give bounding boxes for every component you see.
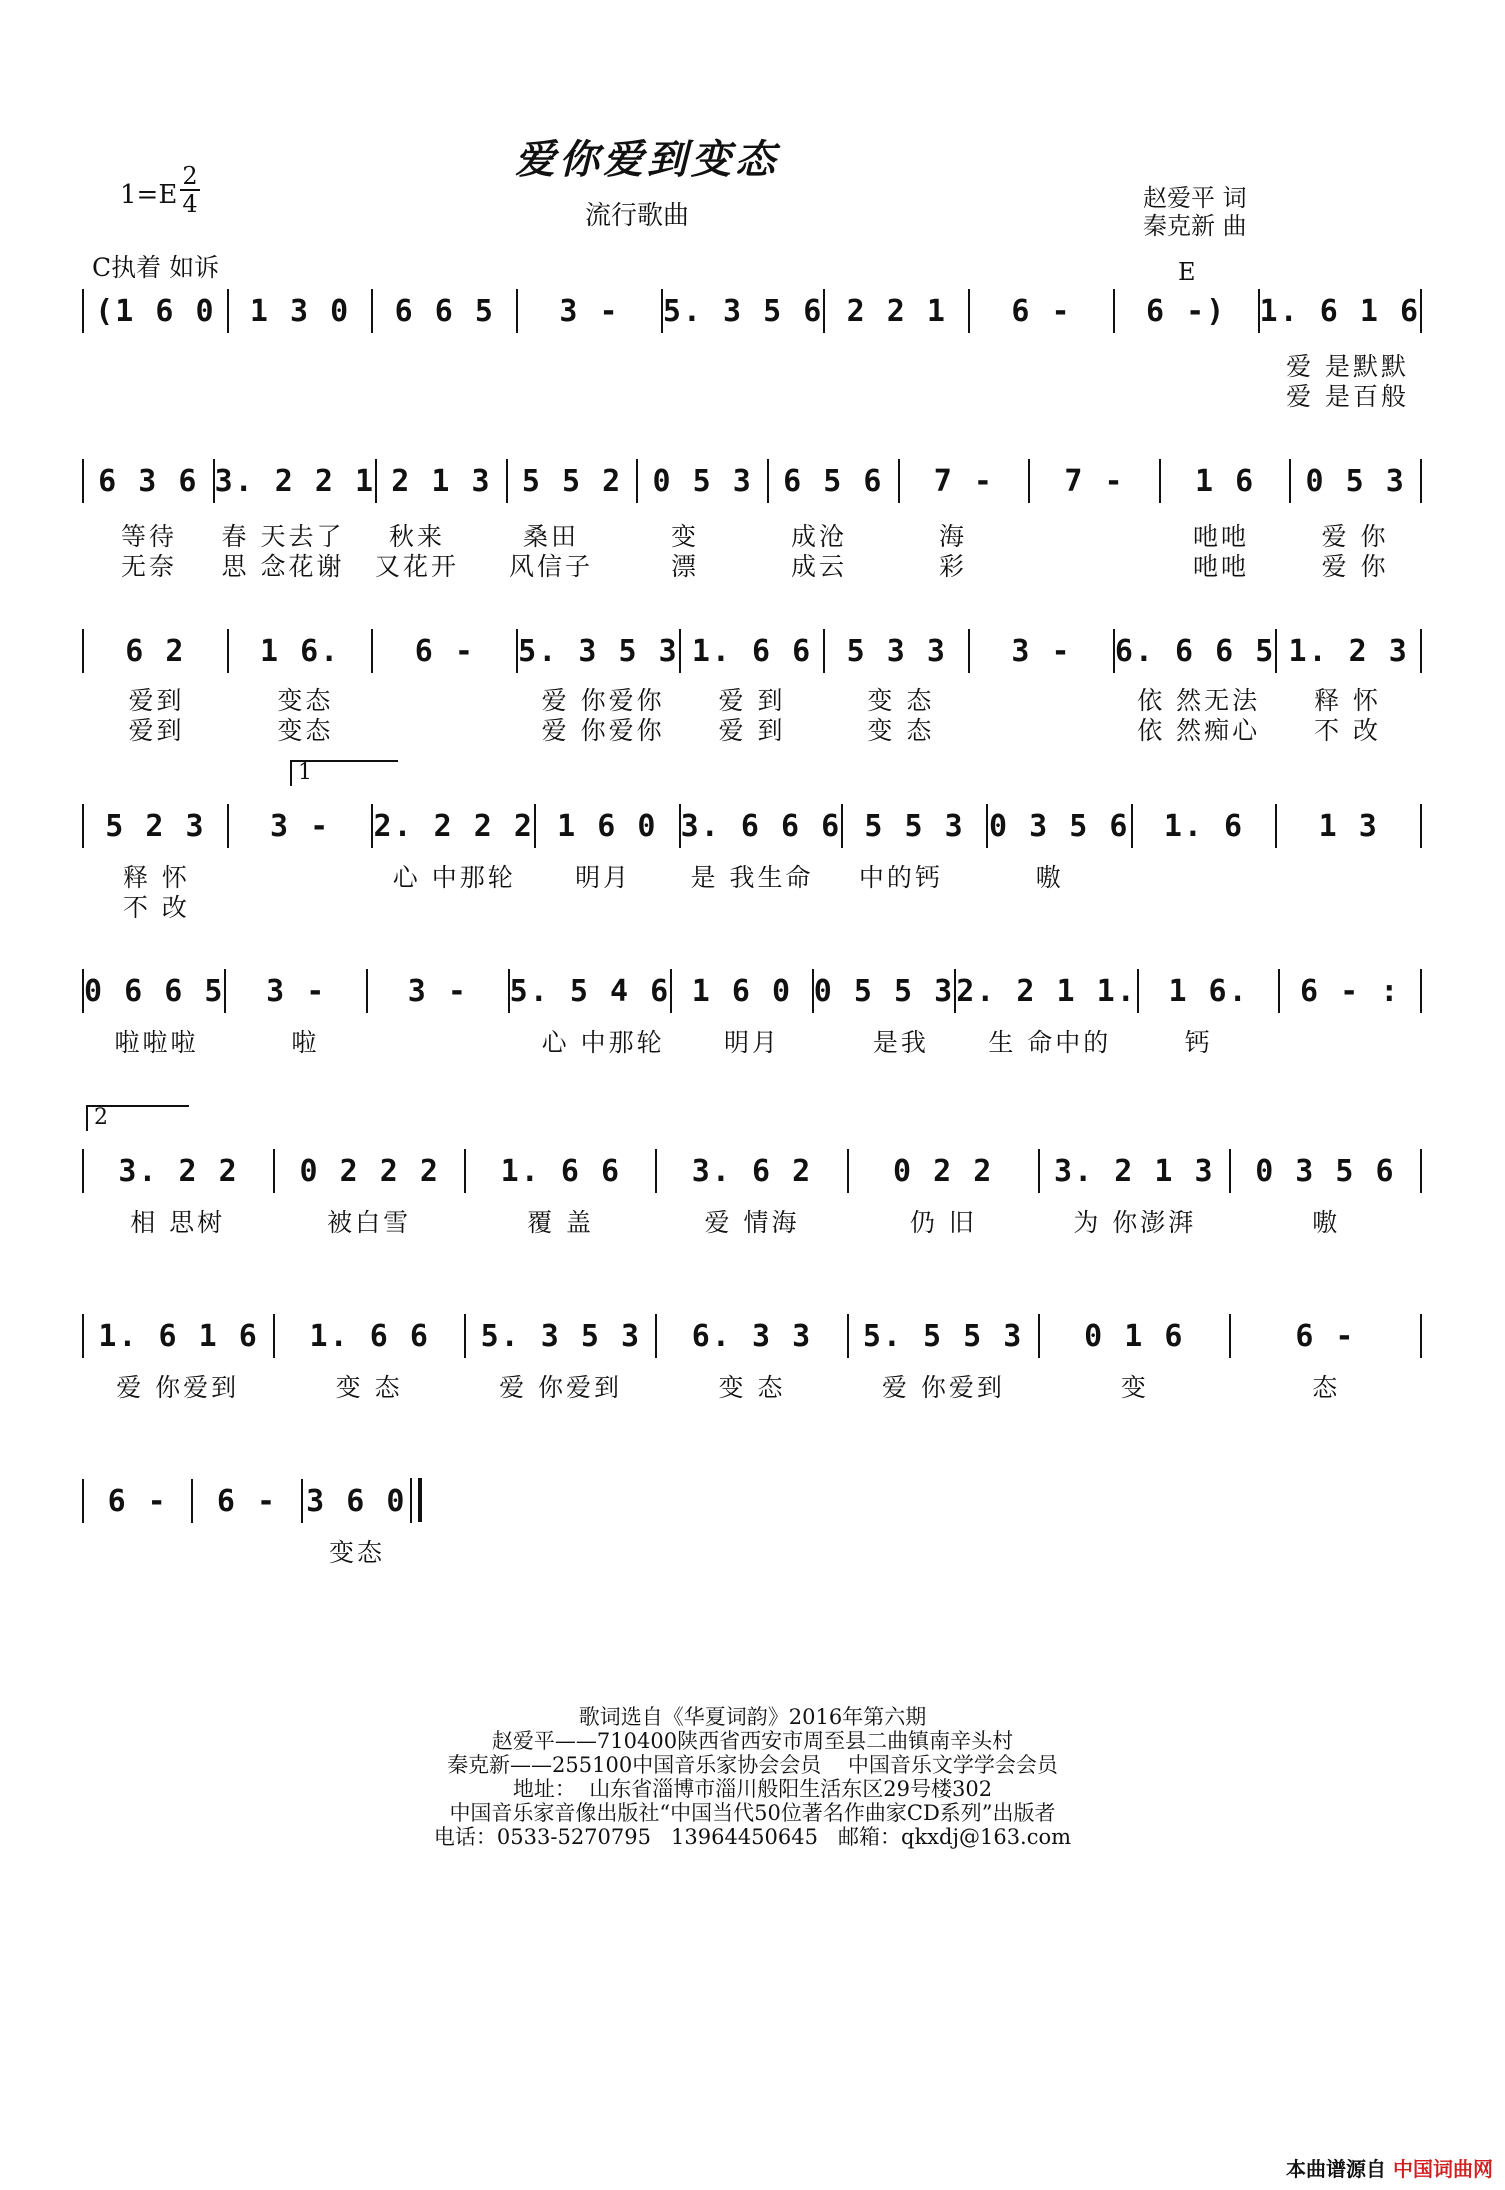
lyrics-verse-2	[82, 711, 1422, 747]
lyric-cell: 变 态	[867, 686, 935, 715]
measure: 0 5 3	[1289, 459, 1422, 503]
measure: 5 5 2	[506, 459, 637, 503]
lyric-cell: 被白雪	[327, 1208, 412, 1237]
lyric-cell: 变 态	[867, 716, 935, 745]
measure: 3 -	[968, 629, 1113, 673]
lyric-cell	[975, 711, 1124, 747]
measure: 6 -	[371, 629, 516, 673]
measure: 1 3	[1275, 804, 1422, 848]
lyric-cell: 心 中那轮	[541, 1028, 665, 1057]
footer-address-line: 地址： 山东省淄博市淄川般阳生活东区29号楼302	[512, 1777, 993, 1801]
lyric-cell: 相 思树	[130, 1208, 226, 1237]
measure: 3 -	[227, 804, 372, 848]
measure-strip	[82, 1479, 412, 1523]
source-prefix: 本曲谱源自	[1286, 2157, 1387, 2181]
lyric-cell: 爱 你爱到	[499, 1373, 623, 1402]
measure: 6 -)	[1113, 289, 1258, 333]
lyric-cell: 成云	[790, 552, 847, 581]
lyric-cell: 依 然痴心	[1137, 716, 1261, 745]
measure: 6 5 6	[767, 459, 898, 503]
lyric-cell: 释 怀	[122, 863, 190, 892]
measure: 0 5 5 3	[812, 969, 954, 1013]
tempo-marking: C执着 如诉	[92, 253, 220, 282]
lyric-cell: 不 改	[1314, 716, 1382, 745]
lyric-cell: 变态	[277, 686, 334, 715]
lyric-cell: 海	[938, 522, 967, 551]
measure: 3. 6 2	[655, 1149, 846, 1193]
lyric-cell: 嗷	[1035, 863, 1064, 892]
source-site-link[interactable]: 中国词曲网	[1393, 2157, 1493, 2181]
lyric-cell: 释 怀	[1314, 686, 1382, 715]
footer-info	[0, 1705, 1505, 1849]
lyric-cell: 爱 情海	[704, 1208, 800, 1237]
song-title: 爱你爱到变态	[515, 136, 779, 183]
lyric-cell	[678, 888, 827, 924]
lyric-cell: 覆 盖	[527, 1208, 595, 1237]
score-row-8	[82, 1475, 412, 1567]
key-signature: 1=E	[120, 180, 178, 210]
lyric-cell	[1020, 547, 1154, 583]
measure: 2. 2 1 1.	[954, 969, 1137, 1013]
composer-credit: 秦克新 曲	[1143, 212, 1247, 240]
measure: 3 -	[516, 289, 661, 333]
measure-strip	[82, 459, 1422, 503]
lyrics-verse-2	[82, 547, 1422, 583]
measure: 5. 5 5 3	[847, 1314, 1038, 1358]
lyric-cell: 不 改	[122, 893, 190, 922]
lyric-cell: 态	[1312, 1373, 1341, 1402]
key-change-marking: E	[1178, 258, 1196, 286]
measure: 5. 3 5 6	[661, 289, 824, 333]
lyric-cell: 爱 你	[1321, 522, 1389, 551]
lyric-cell	[529, 888, 678, 924]
lyric-cell: 吔吔	[1192, 522, 1249, 551]
lyric-cell	[380, 711, 529, 747]
measure: 5 3 3	[823, 629, 968, 673]
lyric-cell: 变态	[277, 716, 334, 745]
measure: 5. 3 5 3	[464, 1314, 655, 1358]
lyric-cell: 春 天去了	[221, 522, 345, 551]
lyric-cell: 爱 你	[1321, 552, 1389, 581]
final-barline-thin	[410, 1478, 412, 1522]
lyric-cell: 无奈	[120, 552, 177, 581]
measure: 0 1 6	[1038, 1314, 1229, 1358]
lyric-cell: 彩	[938, 552, 967, 581]
time-signature	[180, 163, 200, 217]
lyric-cell: 爱 你爱到	[881, 1373, 1005, 1402]
measure: 6 - :	[1278, 969, 1422, 1013]
measure: 7 -	[898, 459, 1029, 503]
measure: 1. 6 1 6	[1258, 289, 1423, 333]
measure: 6 2	[82, 629, 227, 673]
song-genre: 流行歌曲	[585, 201, 690, 231]
footer-contact-line: 电话：0533-5270795 13964450645 邮箱：qkxdj@163.com	[433, 1825, 1072, 1849]
measure: 3. 2 2 1	[213, 459, 376, 503]
measure-strip	[82, 969, 1422, 1013]
footer-source-line: 歌词选自《华夏词韵》2016年第六期	[578, 1705, 927, 1729]
lyric-cell	[1124, 377, 1273, 413]
lyric-cell: 爱 你爱你	[541, 716, 665, 745]
lyric-cell	[529, 377, 678, 413]
measure: 1 6.	[1137, 969, 1279, 1013]
lyric-cell: 爱 是默默	[1286, 352, 1410, 381]
lyric-cell: 爱到	[128, 686, 185, 715]
lyric-cell: 嗷	[1312, 1208, 1341, 1237]
measure: 7 -	[1028, 459, 1159, 503]
lyric-cell: 爱 到	[718, 716, 786, 745]
measure: 3 -	[366, 969, 508, 1013]
lyric-cell: 秋来	[388, 522, 445, 551]
lyric-cell: 是我	[872, 1028, 929, 1057]
lyric-cell	[82, 1533, 192, 1569]
lyrics-verse-2	[82, 377, 1422, 413]
lyric-cell: 明月	[575, 863, 632, 892]
measure: 1 6 0	[670, 969, 812, 1013]
lyric-cell: 等待	[120, 522, 177, 551]
measure: 1 6 0	[534, 804, 679, 848]
lyric-cell: 桑田	[522, 522, 579, 551]
measure: 6. 6 6 5	[1113, 629, 1276, 673]
measure-strip	[82, 629, 1422, 673]
measure: 3. 2 2	[82, 1149, 273, 1193]
lyric-cell: 爱 到	[718, 686, 786, 715]
lyric-cell	[192, 1533, 302, 1569]
measure: 0 3 5 6	[986, 804, 1131, 848]
lyric-cell	[678, 377, 827, 413]
measure: 6. 3 3	[655, 1314, 846, 1358]
measure: 0 2 2	[847, 1149, 1038, 1193]
measure: 1. 6 6	[679, 629, 824, 673]
final-barline	[418, 1478, 422, 1522]
lyric-cell: 生 命中的	[988, 1028, 1112, 1057]
lyrics-verse-2	[82, 888, 1422, 924]
lyric-cell: 心 中那轮	[392, 863, 516, 892]
lyric-cell: 依 然无法	[1137, 686, 1261, 715]
lyric-cell: 成沧	[790, 522, 847, 551]
score-row-3	[82, 625, 1422, 745]
measure: 3 -	[224, 969, 366, 1013]
measure: 2 2 1	[823, 289, 968, 333]
lyrics-verse-1	[82, 1203, 1422, 1239]
lyric-cell: 变	[1120, 1373, 1149, 1402]
lyric-cell: 变态	[328, 1538, 385, 1567]
measure: 5 5 3	[841, 804, 986, 848]
score-row-2	[82, 455, 1422, 581]
lyric-cell	[975, 377, 1124, 413]
lyric-cell: 变 态	[335, 1373, 403, 1402]
measure: 2. 2 2 2	[371, 804, 534, 848]
lyrics-verse-1	[82, 1023, 1422, 1059]
lyrics-verse-1	[82, 1533, 412, 1569]
measure: 6 3 6	[82, 459, 213, 503]
measure: 5. 5 4 6	[508, 969, 671, 1013]
meter-bottom: 4	[180, 189, 200, 217]
measure: 1. 2 3	[1275, 629, 1422, 673]
score-row-5	[82, 965, 1422, 1057]
lyric-cell: 变 态	[718, 1373, 786, 1402]
lyric-cell	[380, 888, 529, 924]
first-ending-bracket: 1	[290, 760, 398, 786]
footer-composer-line: 秦克新——255100中国音乐家协会会员 中国音乐文学学会会员	[447, 1753, 1058, 1777]
lyric-cell	[380, 377, 529, 413]
lyric-cell	[231, 377, 380, 413]
second-ending-bracket: 2	[86, 1105, 189, 1131]
measure-strip	[82, 289, 1422, 333]
lyric-cell	[1273, 1023, 1422, 1059]
lyric-cell: 爱到	[128, 716, 185, 745]
lyric-cell: 吔吔	[1192, 552, 1249, 581]
measure: 6 6 5	[371, 289, 516, 333]
lyric-cell: 变	[670, 522, 699, 551]
lyric-cell: 爱 你爱到	[116, 1373, 240, 1402]
score-row-4	[82, 800, 1422, 922]
measure: 6 -	[82, 1479, 191, 1523]
measure: 1. 6 6	[464, 1149, 655, 1193]
measure: 0 3 5 6	[1229, 1149, 1422, 1193]
lyric-cell: 为 你澎湃	[1073, 1208, 1197, 1237]
source-credit	[1286, 2153, 1493, 2182]
footer-lyricist-line: 赵爱平——710400陕西省西安市周至县二曲镇南辛头村	[491, 1729, 1014, 1753]
lyric-cell	[231, 888, 380, 924]
measure: (1 6 0	[82, 289, 227, 333]
measure: 3 6 0	[301, 1479, 412, 1523]
measure: 3. 6 6 6	[679, 804, 842, 848]
lyric-cell	[1273, 888, 1422, 924]
measure: 1. 6 6	[273, 1314, 464, 1358]
score-row-1	[82, 285, 1422, 411]
lyric-cell	[82, 377, 231, 413]
measure: 0 6 6 5	[82, 969, 224, 1013]
measure: 1 6.	[227, 629, 372, 673]
lyric-cell	[1124, 888, 1273, 924]
lyric-cell: 又花开	[374, 552, 459, 581]
lyrics-verse-1	[82, 1368, 1422, 1404]
lyric-cell: 钙	[1184, 1028, 1213, 1057]
measure-strip	[82, 1314, 1422, 1358]
lyric-cell: 仍 旧	[909, 1208, 977, 1237]
measure: 1. 6	[1131, 804, 1276, 848]
lyric-cell	[380, 1023, 529, 1059]
lyric-cell: 中的钙	[858, 863, 943, 892]
measure: 1 6	[1159, 459, 1290, 503]
lyric-cell	[975, 888, 1124, 924]
measure-strip	[82, 1149, 1422, 1193]
measure: 0 2 2 2	[273, 1149, 464, 1193]
meter-top: 2	[182, 162, 198, 190]
lyric-cell	[826, 888, 975, 924]
measure: 5. 3 5 3	[516, 629, 679, 673]
measure: 3. 2 1 3	[1038, 1149, 1229, 1193]
lyric-cell: 啦啦啦	[114, 1028, 199, 1057]
lyricist-credit: 赵爱平 词	[1143, 184, 1247, 212]
lyric-cell: 风信子	[508, 552, 593, 581]
measure: 6 -	[1229, 1314, 1422, 1358]
measure: 6 -	[191, 1479, 300, 1523]
measure: 1. 6 1 6	[82, 1314, 273, 1358]
measure: 2 1 3	[375, 459, 506, 503]
measure: 1 3 0	[227, 289, 372, 333]
measure: 0 5 3	[636, 459, 767, 503]
measure: 6 -	[968, 289, 1113, 333]
lyric-cell: 明月	[724, 1028, 781, 1057]
lyric-cell	[826, 377, 975, 413]
lyric-cell: 是 我生命	[690, 863, 814, 892]
lyric-cell: 爱 你爱你	[541, 686, 665, 715]
measure-strip	[82, 804, 1422, 848]
measure: 5 2 3	[82, 804, 227, 848]
lyric-cell: 思 念花谢	[221, 552, 345, 581]
lyric-cell: 漂	[670, 552, 699, 581]
lyric-cell: 啦	[291, 1028, 320, 1057]
score-row-7	[82, 1310, 1422, 1402]
footer-publisher-line: 中国音乐家音像出版社“中国当代50位著名作曲家CD系列”出版者	[449, 1801, 1056, 1825]
score-row-6	[82, 1145, 1422, 1237]
lyric-cell: 爱 是百般	[1286, 382, 1410, 411]
